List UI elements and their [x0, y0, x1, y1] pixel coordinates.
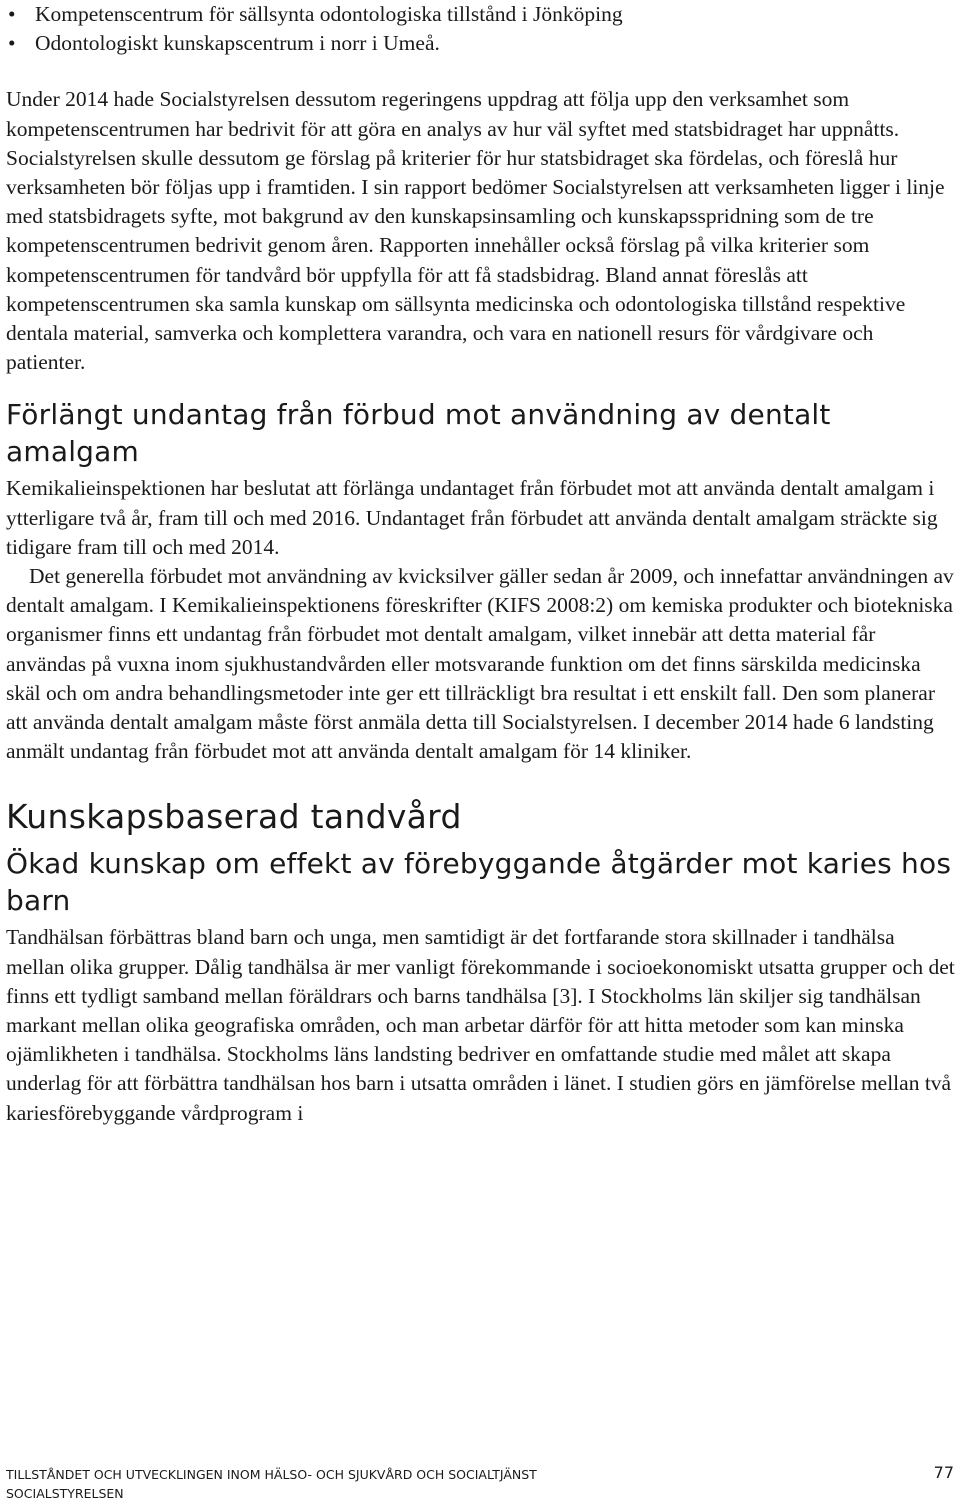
bullet-list: [6, 0, 956, 58]
page-number: 77: [933, 1463, 954, 1482]
list-item: [6, 0, 956, 29]
section-heading-amalgam: Förlängt undantag från förbud mot användning av dentalt amalgam: [6, 398, 831, 469]
chapter-heading-kunskapsbaserad-tandvard: Kunskapsbaserad tandvård: [6, 797, 462, 837]
footer-publisher: SOCIALSTYRELSEN: [6, 1486, 124, 1501]
section-body-amalgam: [6, 474, 956, 766]
list-item-text: Odontologiskt kunskapscentrum i norr i Umeå.: [35, 31, 440, 56]
body-paragraph: Kemikalieinspektionen har beslutat att förlänga undantaget från förbudet mot att använda dentalt amalgam i ytterligare två år, fram till och med 2016. Undantaget från förbudet att använda dentalt amalgam sträckte sig tidigare fram till och med 2014.: [6, 476, 938, 559]
document-page: [6, 0, 956, 1128]
list-item: [6, 29, 956, 58]
page-footer: [6, 1465, 956, 1503]
section-heading-karies: Ökad kunskap om effekt av förebyggande åtgärder mot karies hos barn: [6, 847, 952, 918]
body-paragraph: Tandhälsan förbättras bland barn och unga, men samtidigt är det fortfarande stora skillnader i tandhälsa mellan olika grupper. Dålig tandhälsa är mer vanligt förekommande i socioekonomiskt utsatta grupper och det finns ett tydligt samband mellan föräldrars och barns tandhälsa [3]. I Stockholms län skiljer sig tandhälsan markant mellan olika geografiska områden, och man arbetar därför för att hitta metoder som kan minska ojämlikheten i tandhälsa. Stockholms läns landsting bedriver en omfattande studie med målet att skapa underlag för att förbättra tandhälsan hos barn i utsatta områden i länet. I studien görs en jämförelse mellan två kariesförebyggande vårdprogram i: [6, 925, 955, 1125]
bullet-icon: •: [8, 2, 16, 26]
intro-paragraph: Under 2014 hade Socialstyrelsen dessutom regeringens uppdrag att följa upp den verksamhet som kompetenscentrumen har bedrivit för att göra en analys av hur väl syftet med statsbidraget har uppnåtts. Socialstyrelsen skulle dessutom ge förslag på kriterier för hur statsbidraget ska fördelas, och föreslå hur verksamheten bör följas upp i framtiden. I sin rapport bedömer Socialstyrelsen att verksamheten ligger i linje med statsbidragets syfte, mot bakgrund av den kunskapsinsamling och kunskapsspridning som de tre kompetenscentrumen bedrivit genom åren. Rapporten innehåller också förslag på vilka kriterier som kompetenscentrumen för tandvård bör uppfylla för att få stadsbidrag. Bland annat föreslås att kompetenscentrumen ska samla kunskap om sällsynta medicinska och odontologiska tillstånd respektive dentala material, samverka och komplettera varandra, och vara en nationell resurs för vårdgivare och patienter.: [6, 87, 945, 375]
footer-report-title: TILLSTÅNDET OCH UTVECKLINGEN INOM HÄLSO- OCH SJUKVÅRD OCH SOCIALTJÄNST: [6, 1467, 537, 1482]
body-paragraph: Det generella förbudet mot användning av kvicksilver gäller sedan år 2009, och innefattar användningen av dentalt amalgam. I Kemikalieinspektionens föreskrifter (KIFS 2008:2) om kemiska produkter och biotekniska organismer finns ett undantag från förbudet mot dentalt amalgam, vilket innebär att detta material får användas på vuxna inom sjukhustandvården eller motsvarande funktion om det finns särskilda medicinska skäl och om andra behandlingsmetoder inte ger ett tillräckligt bra resultat i ett enskilt fall. Den som planerar att använda dentalt amalgam måste först anmäla detta till Socialstyrelsen. I december 2014 hade 6 landsting anmält undantag från förbudet mot att använda dentalt amalgam för 14 kliniker.: [6, 564, 954, 764]
list-item-text: Kompetenscentrum för sällsynta odontologiska tillstånd i Jönköping: [35, 2, 623, 26]
bullet-icon: •: [8, 31, 16, 56]
